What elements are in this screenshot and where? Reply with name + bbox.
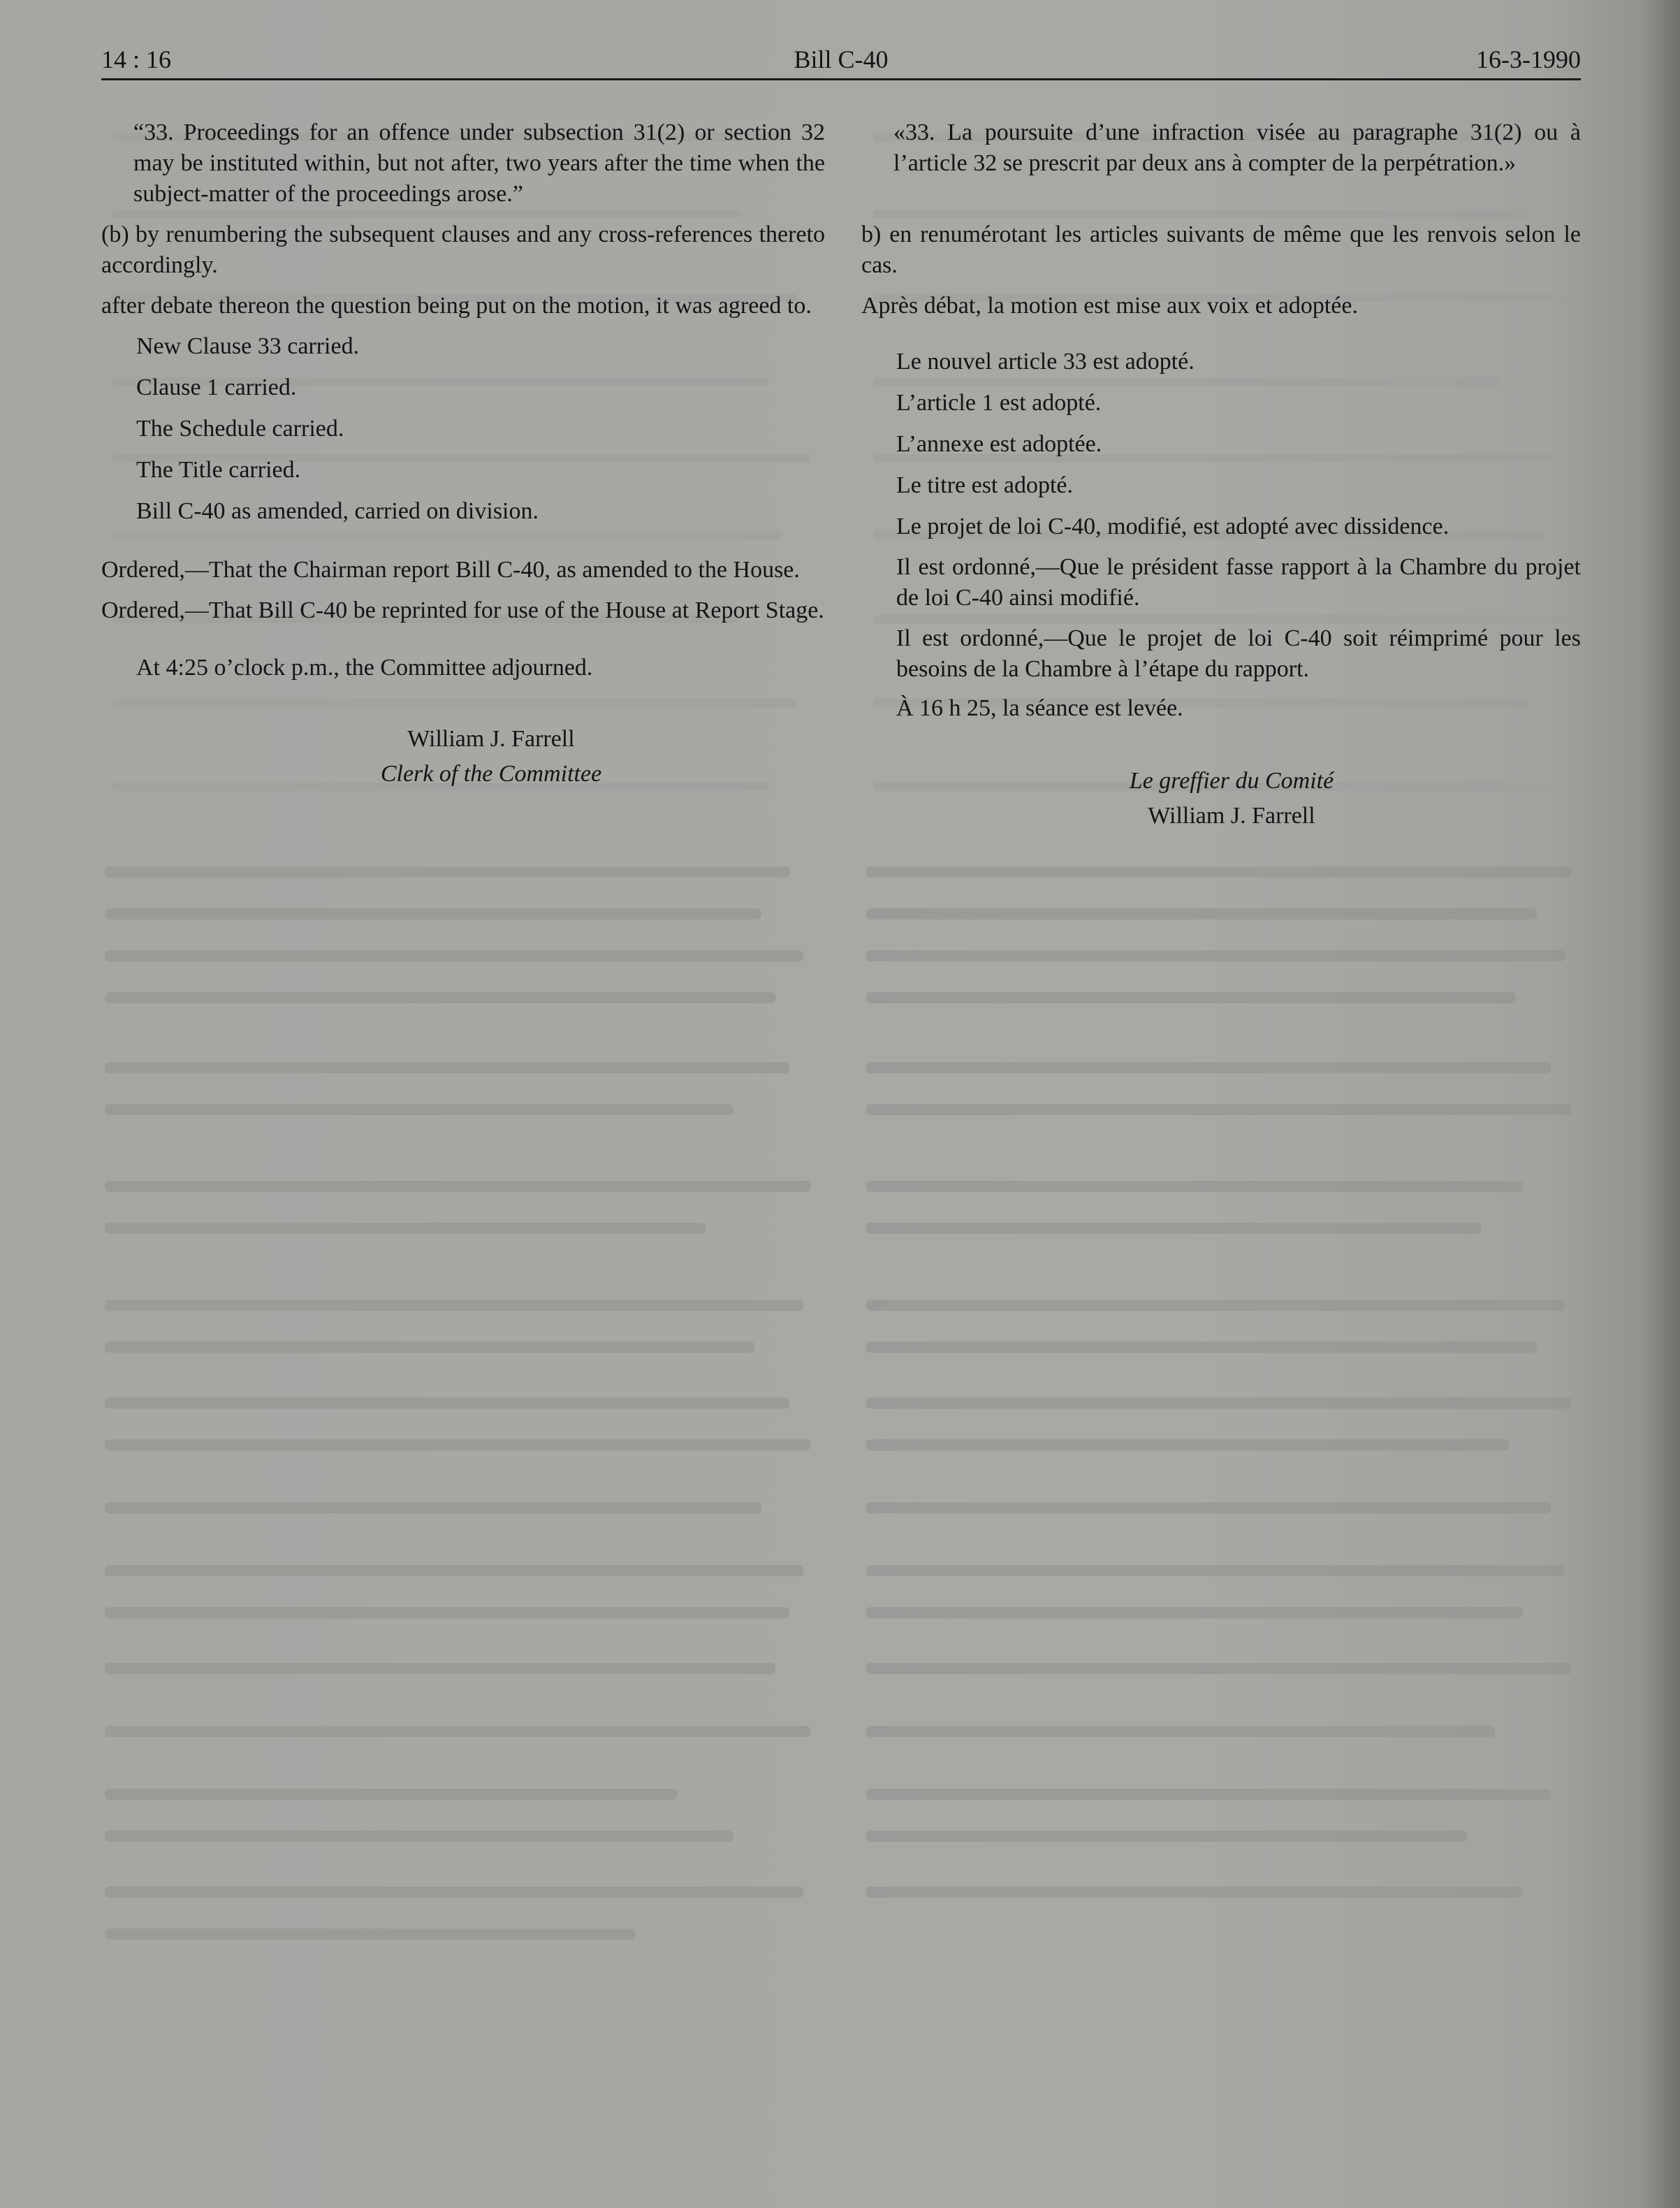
amendment-quote-fr: «33. La poursuite d’une infraction visée au paragraphe 31(2) ou à l’article 32 se prescrit par deux ans à compter de la perpétration.» xyxy=(893,119,1581,176)
english-column xyxy=(101,117,825,790)
clerk-name-en: William J. Farrell xyxy=(407,726,575,752)
french-column xyxy=(861,117,1581,831)
order-report-en: Ordered,—That the Chairman report Bill C-40, as amended to the House. xyxy=(101,557,800,583)
debate-paragraph-fr: Après débat, la motion est mise aux voix et adoptée. xyxy=(861,293,1358,319)
page-edge-shadow xyxy=(1642,0,1680,2208)
bill-carried-on-division: Bill C-40 as amended, carried on division. xyxy=(136,498,539,524)
title-carried: The Title carried. xyxy=(136,457,301,483)
adjournment-fr: À 16 h 25, la séance est levée. xyxy=(896,695,1183,721)
bill-title: Bill C-40 xyxy=(794,45,889,73)
clause-1-carried: Clause 1 carried. xyxy=(136,375,297,400)
clerk-title-en: Clerk of the Committee xyxy=(380,761,602,787)
new-clause-carried: New Clause 33 carried. xyxy=(136,333,360,359)
order-report-fr: Il est ordonné,—Que le président fasse rapport à la Chambre du projet de loi C-40 ainsi modifié. xyxy=(896,554,1581,611)
amendment-quote-en: “33. Proceedings for an offence under subsection 31(2) or section 32 may be instituted within, but not after, two years after the time when the subject-matter of the proceedings arose.” xyxy=(133,119,825,207)
document-date: 16-3-1990 xyxy=(1476,45,1581,73)
adjournment-en: At 4:25 o’clock p.m., the Committee adjourned. xyxy=(136,655,593,681)
renumbering-paragraph-fr: b) en renumérotant les articles suivants de même que les renvois selon le cas. xyxy=(861,221,1581,278)
titre-adopted: Le titre est adopté. xyxy=(896,472,1074,498)
projet-adopted-dissidence: Le projet de loi C-40, modifié, est adopté avec dissidence. xyxy=(896,514,1449,539)
schedule-carried: The Schedule carried. xyxy=(136,416,344,442)
clerk-title-fr: Le greffier du Comité xyxy=(1129,768,1334,794)
page-header xyxy=(101,45,1581,81)
order-reprint-en: Ordered,—That Bill C-40 be reprinted for use of the House at Report Stage. xyxy=(101,597,824,623)
article-1-adopted: L’article 1 est adopté. xyxy=(896,390,1102,416)
page-number: 14 : 16 xyxy=(101,45,172,73)
annexe-adopted: L’annexe est adoptée. xyxy=(896,431,1102,457)
new-article-adopted: Le nouvel article 33 est adopté. xyxy=(896,349,1195,375)
header-rule xyxy=(101,78,1581,80)
debate-paragraph-en: after debate thereon the question being put on the motion, it was agreed to. xyxy=(101,293,812,319)
clerk-name-fr: William J. Farrell xyxy=(1148,803,1315,829)
renumbering-paragraph-en: (b) by renumbering the subsequent clauses and any cross-references thereto accordingly. xyxy=(101,221,825,278)
order-reprint-fr: Il est ordonné,—Que le projet de loi C-40 soit réimprimé pour les besoins de la Chambre à l’étape du rapport. xyxy=(896,625,1581,682)
